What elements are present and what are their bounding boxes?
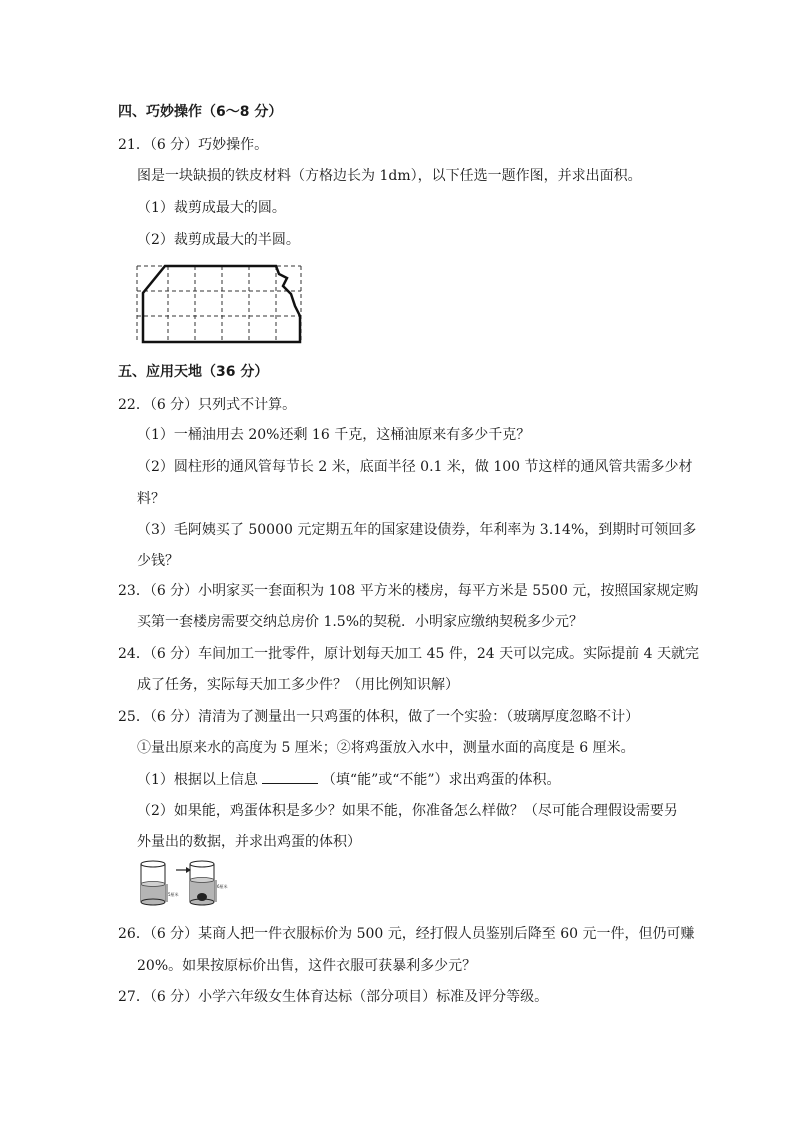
q22-sub3-line2: 少钱？ (137, 553, 179, 569)
damaged-sheet-grid-figure (135, 260, 305, 346)
q22-sub2-line2: 料？ (137, 491, 165, 507)
fig-label-5cm: 5厘米 (168, 892, 179, 897)
q25-sub2-line1: （2）如果能，鸡蛋体积是多少？如果不能，你准备怎么样做？（尽可能合理假设需要另 (137, 803, 678, 819)
q25-sub2-line2: 外量出的数据，并求出鸡蛋的体积） (137, 834, 361, 850)
q24-line2: 成了任务，实际每天加工多少件？（用比例知识解） (137, 677, 459, 693)
q25-sub1-suffix: （填“能”或“不能”）求出鸡蛋的体积。 (321, 772, 561, 788)
egg-experiment-figure (136, 858, 236, 910)
q22-sub3-line1: （3）毛阿姨买了 50000 元定期五年的国家建设债券，年利率为 3.14%，到期时可领回多 (137, 522, 697, 538)
section-5-title: 五、应用天地（36 分） (118, 364, 269, 380)
q25-sub1 (137, 769, 561, 790)
q23-line1: 23．（6 分）小明家买一套面积为 108 平方米的楼房，每平方米是 5500 元，按照国家规定购 (118, 583, 699, 599)
q26-line2: 20%。如果按原标价出售，这件衣服可获暴利多少元？ (137, 958, 477, 974)
q21-description: 图是一块缺损的铁皮材料（方格边长为 1dm），以下任选一题作图，并求出面积。 (137, 168, 642, 184)
fig-label-6cm: 6厘米 (217, 884, 228, 889)
q26-line1: 26．（6 分）某商人把一件衣服标价为 500 元，经打假人员鉴别后降至 60 元一件，但仍可赚 (118, 926, 695, 942)
q21-stem: 21．（6 分）巧妙操作。 (118, 137, 269, 153)
q25-stem: 25．（6 分）清清为了测量出一只鸡蛋的体积，做了一个实验：（玻璃厚度忽略不计） (118, 709, 640, 725)
section-4-title: 四、巧妙操作（6～8 分） (118, 104, 283, 120)
q25-steps: ①量出原来水的高度为 5 厘米；②将鸡蛋放入水中，测量水面的高度是 6 厘米。 (137, 740, 635, 756)
q22-stem: 22．（6 分）只列式不计算。 (118, 397, 297, 413)
q27-line1: 27．（6 分）小学六年级女生体育达标（部分项目）标准及评分等级。 (118, 989, 549, 1005)
q24-line1: 24．（6 分）车间加工一批零件，原计划每天加工 45 件，24 天可以完成。实际提前 4 天就完 (118, 646, 699, 662)
q21-sub1: （1）裁剪成最大的圆。 (137, 200, 286, 216)
q25-sub1-prefix: （1）根据以上信息 (137, 772, 258, 788)
q21-sub2: （2）裁剪成最大的半圆。 (137, 232, 300, 248)
q23-line2: 买第一套楼房需要交纳总房价 1.5%的契税．小明家应缴纳契税多少元？ (137, 614, 584, 630)
q22-sub1: （1）一桶油用去 20%还剩 16 千克，这桶油原来有多少千克？ (137, 427, 531, 443)
q22-sub2-line1: （2）圆柱形的通风管每节长 2 米，底面半径 0.1 米，做 100 节这样的通风管共需多少材 (137, 459, 693, 475)
answer-blank[interactable] (262, 769, 318, 784)
